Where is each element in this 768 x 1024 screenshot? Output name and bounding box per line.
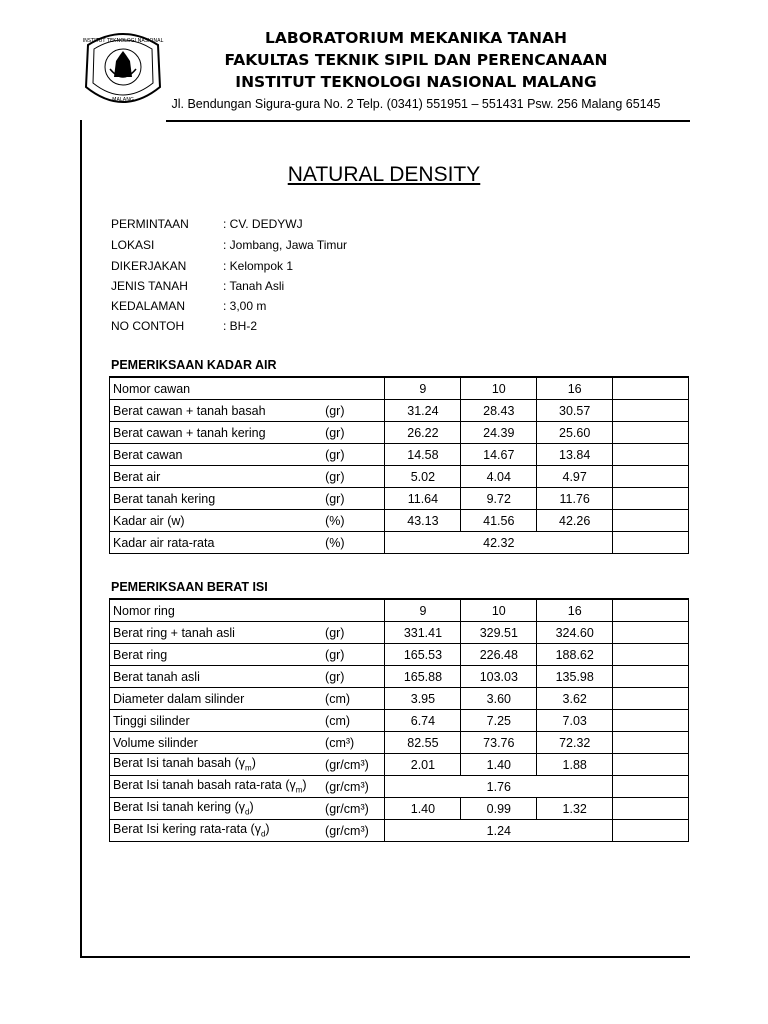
cell-value: 329.51 [461, 622, 537, 644]
table-row [110, 798, 689, 820]
cell-value: 1.40 [461, 754, 537, 776]
cell-empty [613, 444, 689, 466]
logo-text-bottom: MALANG [112, 97, 134, 103]
cell-value: 331.41 [385, 622, 461, 644]
table-row [110, 377, 689, 400]
row-unit: (gr/cm³) [319, 798, 385, 820]
cell-value: 14.58 [385, 444, 461, 466]
table-row [110, 599, 689, 622]
cell-empty [613, 710, 689, 732]
row-label: Berat Isi tanah basah rata-rata $(\gamma_m)$ [110, 776, 320, 798]
cell-value: 16 [537, 599, 613, 622]
row-label: Diameter dalam silinder [110, 688, 320, 710]
cell-empty [613, 754, 689, 776]
cell-value: 1.40 [385, 798, 461, 820]
cell-value: 165.53 [385, 644, 461, 666]
cell-value: 30.57 [537, 400, 613, 422]
row-unit: (gr) [319, 666, 385, 688]
cell-empty [613, 532, 689, 554]
berat-isi-table [109, 598, 689, 842]
cell-empty [613, 622, 689, 644]
cell-empty [613, 776, 689, 798]
info-value: : Kelompok 1 [223, 259, 294, 273]
info-label: DIKERJAKAN [111, 259, 187, 273]
info-value: : BH-2 [223, 319, 258, 333]
row-unit: (cm³) [319, 732, 385, 754]
table-row [110, 776, 689, 798]
cell-value: 42.26 [537, 510, 613, 532]
cell-value: 188.62 [537, 644, 613, 666]
cell-value: 13.84 [537, 444, 613, 466]
row-unit [319, 599, 385, 622]
table-row [110, 732, 689, 754]
cell-value: 4.04 [461, 466, 537, 488]
table-row [110, 622, 689, 644]
row-label: Berat ring + tanah asli [110, 622, 320, 644]
table-row [110, 422, 689, 444]
cell-value: 165.88 [385, 666, 461, 688]
cell-empty [613, 732, 689, 754]
header-address: Jl. Bendungan Sigura-gura No. 2 Telp. (0341) 551951 – 551431 Psw. 256 Malang 65145 [171, 97, 661, 111]
row-unit [319, 377, 385, 400]
info-label: NO CONTOH [111, 319, 185, 333]
table-row [110, 754, 689, 776]
table-row [110, 710, 689, 732]
kadar-air-table [109, 376, 689, 554]
cell-value: 3.60 [461, 688, 537, 710]
row-label: Berat ring [110, 644, 320, 666]
cell-value: 6.74 [385, 710, 461, 732]
row-label: Berat air [110, 466, 320, 488]
table-row [110, 488, 689, 510]
cell-value: 3.62 [537, 688, 613, 710]
average-value: 1.24 [385, 820, 613, 842]
cell-value: 103.03 [461, 666, 537, 688]
info-label: JENIS TANAH [111, 279, 188, 293]
frame-bottom-border [80, 956, 690, 958]
info-label: KEDALAMAN [111, 299, 186, 313]
header-lab-name: LABORATORIUM MEKANIKA TANAH [265, 29, 567, 47]
average-value: 42.32 [385, 532, 613, 554]
cell-value: 16 [537, 377, 613, 400]
cell-value: 24.39 [461, 422, 537, 444]
cell-value: 0.99 [461, 798, 537, 820]
table-row [110, 532, 689, 554]
cell-value: 226.48 [461, 644, 537, 666]
table-row [110, 510, 689, 532]
cell-empty [613, 422, 689, 444]
cell-empty [613, 377, 689, 400]
table-row [110, 820, 689, 842]
frame-top-border [166, 120, 690, 122]
row-unit: (%) [319, 532, 385, 554]
row-unit: (gr/cm³) [319, 776, 385, 798]
cell-value: 7.25 [461, 710, 537, 732]
row-unit: (gr) [319, 622, 385, 644]
cell-empty [613, 400, 689, 422]
row-unit: (gr) [319, 422, 385, 444]
section-title-berat-isi: PEMERIKSAAN BERAT ISI [111, 580, 268, 594]
frame-left-border [80, 120, 82, 956]
cell-value: 1.32 [537, 798, 613, 820]
row-unit: (gr) [319, 488, 385, 510]
row-label: Kadar air rata-rata [110, 532, 320, 554]
table-row [110, 400, 689, 422]
section-title-kadar-air: PEMERIKSAAN KADAR AIR [111, 358, 277, 372]
row-label: Berat cawan + tanah kering [110, 422, 320, 444]
info-value: : 3,00 m [223, 299, 267, 313]
table-row [110, 444, 689, 466]
row-unit: (gr) [319, 466, 385, 488]
cell-value: 31.24 [385, 400, 461, 422]
table-row [110, 466, 689, 488]
document-title: NATURAL DENSITY [287, 163, 481, 186]
row-unit: (cm) [319, 710, 385, 732]
cell-value: 72.32 [537, 732, 613, 754]
row-label: Volume silinder [110, 732, 320, 754]
info-label: PERMINTAAN [111, 217, 189, 231]
cell-value: 26.22 [385, 422, 461, 444]
row-unit: (gr/cm³) [319, 754, 385, 776]
row-unit: (gr) [319, 444, 385, 466]
cell-empty [613, 488, 689, 510]
row-unit: (gr) [319, 400, 385, 422]
cell-value: 135.98 [537, 666, 613, 688]
cell-value: 28.43 [461, 400, 537, 422]
row-label: Nomor cawan [110, 377, 320, 400]
cell-value: 9 [385, 377, 461, 400]
cell-value: 5.02 [385, 466, 461, 488]
cell-value: 3.95 [385, 688, 461, 710]
row-label: Berat Isi tanah kering $(\gamma_d)$ [110, 798, 320, 820]
average-value: 1.76 [385, 776, 613, 798]
cell-value: 73.76 [461, 732, 537, 754]
cell-value: 9 [385, 599, 461, 622]
row-label: Berat tanah asli [110, 666, 320, 688]
cell-empty [613, 599, 689, 622]
info-value: : CV. DEDYWJ [223, 217, 303, 231]
row-label: Berat Isi kering rata-rata $(\gamma_d)$ [110, 820, 320, 842]
cell-empty [613, 510, 689, 532]
cell-empty [613, 820, 689, 842]
table-row [110, 666, 689, 688]
info-value: : Tanah Asli [223, 279, 285, 293]
row-label: Nomor ring [110, 599, 320, 622]
cell-value: 9.72 [461, 488, 537, 510]
row-unit: (gr) [319, 644, 385, 666]
row-unit: (cm) [319, 688, 385, 710]
cell-value: 82.55 [385, 732, 461, 754]
cell-value: 25.60 [537, 422, 613, 444]
table-row [110, 688, 689, 710]
cell-value: 43.13 [385, 510, 461, 532]
cell-empty [613, 798, 689, 820]
header-faculty-name: FAKULTAS TEKNIK SIPIL DAN PERENCANAAN [224, 51, 608, 69]
cell-value: 324.60 [537, 622, 613, 644]
cell-value: 41.56 [461, 510, 537, 532]
cell-empty [613, 644, 689, 666]
cell-value: 1.88 [537, 754, 613, 776]
row-label: Berat cawan [110, 444, 320, 466]
cell-value: 14.67 [461, 444, 537, 466]
row-unit: (gr/cm³) [319, 820, 385, 842]
cell-empty [613, 688, 689, 710]
cell-empty [613, 666, 689, 688]
row-label: Tinggi silinder [110, 710, 320, 732]
cell-empty [613, 466, 689, 488]
cell-value: 10 [461, 599, 537, 622]
info-value: : Jombang, Jawa Timur [223, 238, 348, 252]
institution-logo [80, 25, 166, 115]
table-row [110, 644, 689, 666]
cell-value: 2.01 [385, 754, 461, 776]
row-label: Berat Isi tanah basah $(\gamma_m)$ [110, 754, 320, 776]
row-unit: (%) [319, 510, 385, 532]
cell-value: 4.97 [537, 466, 613, 488]
cell-value: 11.76 [537, 488, 613, 510]
cell-value: 10 [461, 377, 537, 400]
cell-value: 7.03 [537, 710, 613, 732]
header-institute-name: INSTITUT TEKNOLOGI NASIONAL MALANG [235, 73, 597, 91]
row-label: Berat cawan + tanah basah [110, 400, 320, 422]
logo-text-top: INSTITUT TEKNOLOGI NASIONAL [82, 38, 164, 44]
row-label: Berat tanah kering [110, 488, 320, 510]
row-label: Kadar air (w) [110, 510, 320, 532]
info-label: LOKASI [111, 238, 155, 252]
cell-value: 11.64 [385, 488, 461, 510]
